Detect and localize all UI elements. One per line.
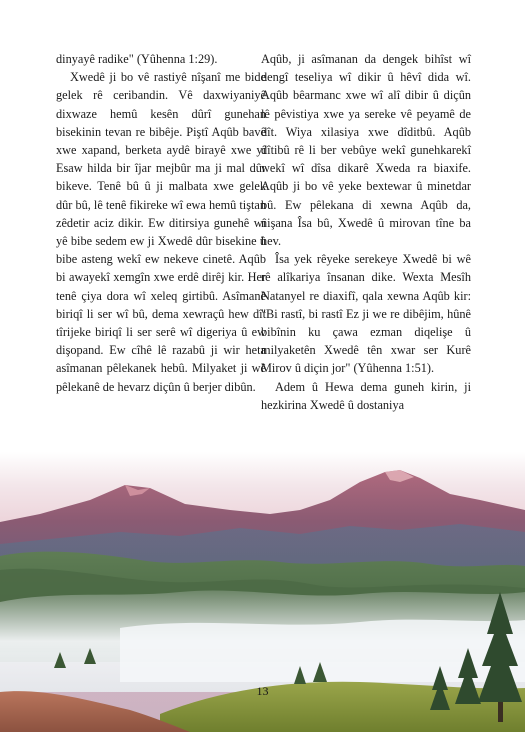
- paragraph: Îsa yek rêyeke serekeye Xwedê bi wê rê alîkariya însanan dike. Wexta Mesîh Natanyel re diaxifî, qala xewna Aqûb kir: "Bi rastî, bi rastî Ez ji we re dibêjim, hûnê bibînin ku çawa ezman diqelişe û milyaketên Xwedê tên xwar ser Kurê Mirov û diçin jor" (Yûhenna 1:51).: [261, 252, 471, 376]
- right-text-column: [261, 50, 471, 414]
- paragraph: Aqûb, ji asîmanan da dengek bihîst wî dengî teseliya wî dikir û hêvî dida wî. Aqûb bêarmanc xwe wî alî dibir û diçûn lê pêvistiya xwe ya sereke vê peyamê de dît. Wiya xilasiya xwe dîditbû. Aqûb dîtibû rê li ber vebûye wekî gunehkarekî wekî wî dîsa dikarê Xweda ra biaxife. Aqûb ji bo vê yeke bextewar û minetdar bû. Ew pêlekana di xewna Aqûb da, nişana Îsa bû, Xwedê û mirovan tîne ba hev.: [261, 52, 471, 249]
- left-text-column: [56, 50, 266, 396]
- paragraph: Xwedê ji bo vê rastiyê nîşanî me bide gelek rê ceribandin. Vê daxwiyaniyê dixwaze hemû kesên dûrî gunehan bisekinin tevan re bibêje. Piştî Aqûb bavê xwe xapand, berketa aydê birayê xwe yî Esaw hilda bir îjar mejbûr ma ji mal dûr bikeve. Tenê bû û ji malbata xwe gelek dûr bû, lê tenê fikireke wî ewa hemû tiştan zêdetir aciz dikir. Ew ditirsiya gunehê wî yê bibe sedem ew ji Xwedê dûr bisekine û bibe asteng wekî ew nekeve cinetê. Aqûb bi awayekî xemgîn xwe erdê dirêj kir. Her tenê çiya dora wî xeleq girtibû. Asîmanê biriqî li ser wî bû, dema xewraçû hew dît tîrijeke biriqî li ser serê wî digeriya û ew dişopand. Ew cîhê lê razabû ji wir heta asîmanan pêlekanek hebû. Milyaket ji wê pêlekanê de hevarz diçûn û berjer dibûn.: [56, 70, 267, 394]
- page-number: 13: [256, 684, 269, 698]
- paragraph: dinyayê radike" (Yûhenna 1:29).: [56, 52, 218, 66]
- paragraph: Adem û Hewa dema guneh kirin, ji hezkirina Xwedê û dostaniya: [261, 379, 471, 412]
